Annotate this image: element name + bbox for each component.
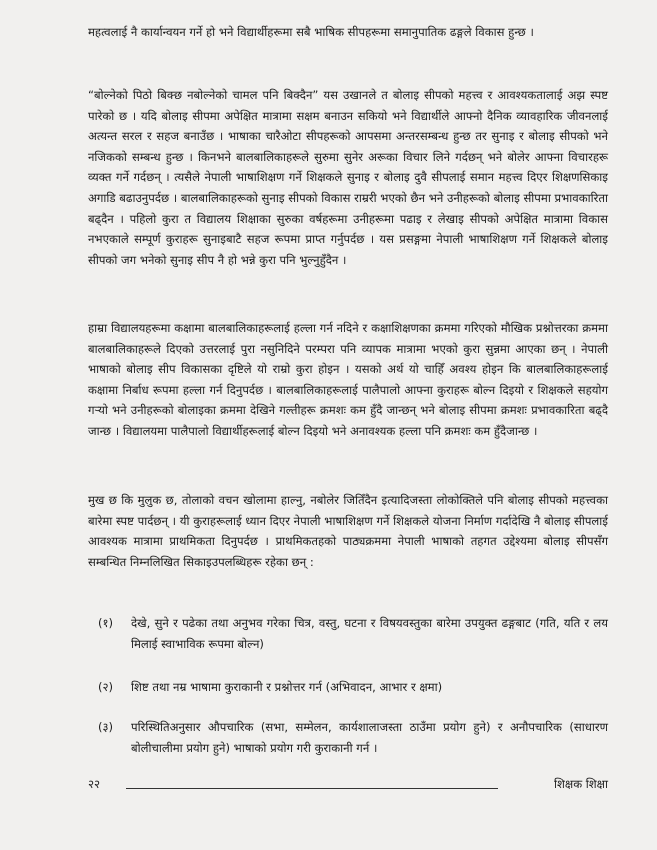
list-item-text: शिष्ट तथा नम्र भाषामा कुराकानी र प्रश्नोत्तर गर्न (अभिवादन, आभार र क्षमा) <box>131 680 443 694</box>
list-item-text: परिस्थितिअनुसार औपचारिक (सभा, सम्मेलन, कार्यशालाजस्ता ठाउँमा प्रयोग हुने) र अनौपचारिक (साधारण बोलीचालीमा प्रयोग हुने) भाषाको प्रयोग गरी कुराकानी गर्न । <box>131 720 608 755</box>
footer-divider <box>126 788 498 789</box>
list-item-number: (३) <box>98 720 114 734</box>
paragraph-3: हाम्रा विद्यालयहरूमा कक्षामा बालबालिकाहरूलाई हल्ला गर्न नदिने र कक्षाशिक्षणका क्रममा गरिएको मौखिक प्रश्नोत्तरका क्रममा बालबालिकाहरूले दिएको उत्तरलाई पुरा नसुनिदिने परम्परा पनि व्यापक मात्रामा भएको कुरा सुन्नमा आएका छन् । नेपाली भाषाको बोलाइ सीप विकासका दृष्टिले यो राम्रो कुरा होइन । यसको अर्थ यो चाहिँ अवश्य होइन कि बालबालिकाहरूलाई कक्षामा निर्बाध रूपमा हल्ला गर्न दिनुपर्दछ । बालबालिकाहरूलाई पालैपालो आफ्ना कुराहरू बोल्न दिइयो र शिक्षकले सहयोग गऱ्यो भने उनीहरूको बोलाइका क्रममा देखिने गल्तीहरू क्रमशः कम हुँदै जान्छन् भने बोलाइ सीपमा क्रमशः प्रभावकारिता बढ्दै जान्छ । विद्यालयमा पालैपालो विद्यार्थीहरूलाई बोल्न दिइयो भने अनावश्यक हल्ला पनि क्रमशः कम हुँदैजान्छ । <box>88 321 608 438</box>
paragraph-4: मुख छ कि मुलुक छ, तोलाको वचन खोलामा हाल्नु, नबोलेर जितिँदैन इत्यादिजस्ता लोकोक्तिले पनि बोलाइ सीपको महत्त्वका बारेमा स्पष्ट पार्दछन् । यी कुराहरूलाई ध्यान दिएर नेपाली भाषाशिक्षण गर्ने शिक्षकले योजना निर्माण गर्दादेखि नै बोलाइ सीपलाई आवश्यक मात्रामा प्राथमिकता दिनुपर्दछ । प्राथमिकतहको पाठ्यक्रममा नेपाली भाषाको तहगत उद्देश्यमा बोलाइ सीपसँग सम्बन्धित निम्नलिखित सिकाइउपलब्धिहरू रहेका छन् : <box>88 493 608 569</box>
paragraph-2: “बोल्नेको पिठो बिक्छ नबोल्नेको चामल पनि बिक्दैन” यस उखानले त बोलाइ सीपको महत्त्व र आवश्यकतालाई अझ स्पष्ट पारेको छ । यदि बोलाइ सीपमा अपेक्षित मात्रामा सक्षम बनाउन सकियो भने विद्यार्थीले आफ्नो दैनिक व्यावहारिक जीवनलाई अत्यन्त सरल र सहज बनाउँछ । भाषाका चारैओटा सीपहरूको आपसमा अन्तरसम्बन्ध हुन्छ तर सुनाइ र बोलाइ सीपको भने नजिकको सम्बन्ध हुन्छ । किनभने बालबालिकाहरूले सुरुमा सुनेर अरूका विचार लिने गर्दछन् भने बोलेर आफ्ना विचारहरू व्यक्त गर्ने गर्दछन् । त्यसैले नेपाली भाषाशिक्षण गर्ने शिक्षकले सुनाइ र बोलाइ दुवै सीपलाई समान महत्त्व दिएर शिक्षणसिकाइ अगाडि बढाउनुपर्दछ । बालबालिकाहरूको सुनाइ सीपको विकास राम्ररी भएको छैन भने उनीहरूको बोलाइ सीपमा प्रभावकारिता बढ्दैन । पहिलो कुरा त विद्यालय शिक्षाका सुरुका वर्षहरूमा उनीहरूमा पढाइ र लेखाइ सीपको अपेक्षित मात्रामा विकास नभएकाले सम्पूर्ण कुराहरू सुनाइबाटै सहज रूपमा प्राप्त गर्नुपर्दछ । यस प्रसङ्गमा नेपाली भाषाशिक्षण गर्ने शिक्षकले बोलाइ सीपको जग भनेको सुनाइ सीप नै हो भन्ने कुरा पनि भुल्नुहुँदैन । <box>88 88 608 267</box>
page-footer <box>88 774 608 798</box>
list-item-text: देखे, सुने र पढेका तथा अनुभव गरेका चित्र, वस्तु, घटना र विषयवस्तुका बारेमा उपयुक्त ढङ्गबाट (गति, यति र लय मिलाई स्वाभाविक रूपमा बोल्न) <box>131 616 608 651</box>
paragraph-1: महत्वलाई नै कार्यान्वयन गर्ने हो भने विद्यार्थीहरूमा सबै भाषिक सीपहरूमा समानुपातिक ढङ्गले विकास हुन्छ । <box>88 25 534 39</box>
list-item-number: (२) <box>98 680 114 694</box>
footer-title: शिक्षक शिक्षा <box>554 777 608 791</box>
page-number: २२ <box>88 777 101 791</box>
list-item-number: (१) <box>98 616 114 630</box>
